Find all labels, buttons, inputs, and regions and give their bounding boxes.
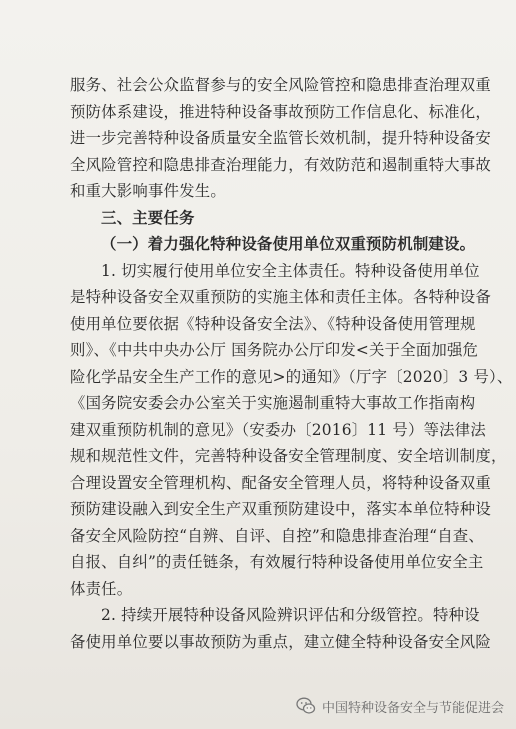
paragraph-first-line: 2. 持续开展特种设备风险辨识评估和分级管控。特种设 <box>101 606 480 624</box>
subsection-heading: （一）着力强化特种设备使用单位双重预防机制建设。 <box>101 235 476 253</box>
text-line: 使用单位要依据《特种设备安全法》、《特种设备使用管理规 <box>70 314 476 333</box>
watermark <box>296 695 504 717</box>
text-line: 进一步完善特种设备质量安全监管长效机制，提升特种设备安 <box>70 129 491 147</box>
text-line: 体责任。 <box>70 579 133 598</box>
text-line: 全风险管控和隐患排查治理能力，有效防范和遏制重特大事故 <box>70 155 491 174</box>
text-line: 和重大影响事件发生。 <box>70 182 226 200</box>
text-line: 规和规范性文件，完善特种设备安全管理制度、安全培训制度， <box>70 447 507 465</box>
watermark-text: 中国特种设备安全与节能促进会 <box>321 700 504 716</box>
text-line: 预防体系建设，推进特种设备事故预防工作信息化、标准化， <box>70 102 491 121</box>
text-line: 建双重预防机制的意见》（安委办〔2016〕11 号）等法律法 <box>70 420 486 439</box>
text-line: 《国务院安委会办公室关于实施遏制重特大事故工作指南构 <box>70 394 476 412</box>
text-line: 服务、社会公众监督参与的安全风险管控和隐患排查治理双重 <box>70 76 491 94</box>
text-line: 自报、自纠”的责任链条，有效履行特种设备使用单位安全主 <box>70 553 484 571</box>
text-line: 备安全风险防控“自辨、自评、自控”和隐患排查治理“自查、 <box>70 526 484 545</box>
text-line: 预防建设融入到安全生产双重预防建设中，落实本单位特种设 <box>70 500 491 518</box>
text-line: 备使用单位要以事故预防为重点，建立健全特种设备安全风险 <box>70 632 491 651</box>
document-body <box>70 72 513 655</box>
paragraph-first-line: 1. 切实履行使用单位安全主体责任。特种设备使用单位 <box>101 261 480 280</box>
section-heading: 三、主要任务 <box>101 208 195 227</box>
wechat-icon <box>296 696 316 716</box>
text-line: 则》、《中共中央办公厅 国务院办公厅印发<关于全面加强危 <box>70 341 479 359</box>
text-line: 合理设置安全管理机构、配备安全管理人员，将特种设备双重 <box>70 473 491 492</box>
text-line: 险化学品安全生产工作的意见>的通知》（厅字〔2020〕3 号）、 <box>70 367 513 386</box>
text-line: 是特种设备安全双重预防的实施主体和责任主体。各特种设备 <box>70 288 491 306</box>
